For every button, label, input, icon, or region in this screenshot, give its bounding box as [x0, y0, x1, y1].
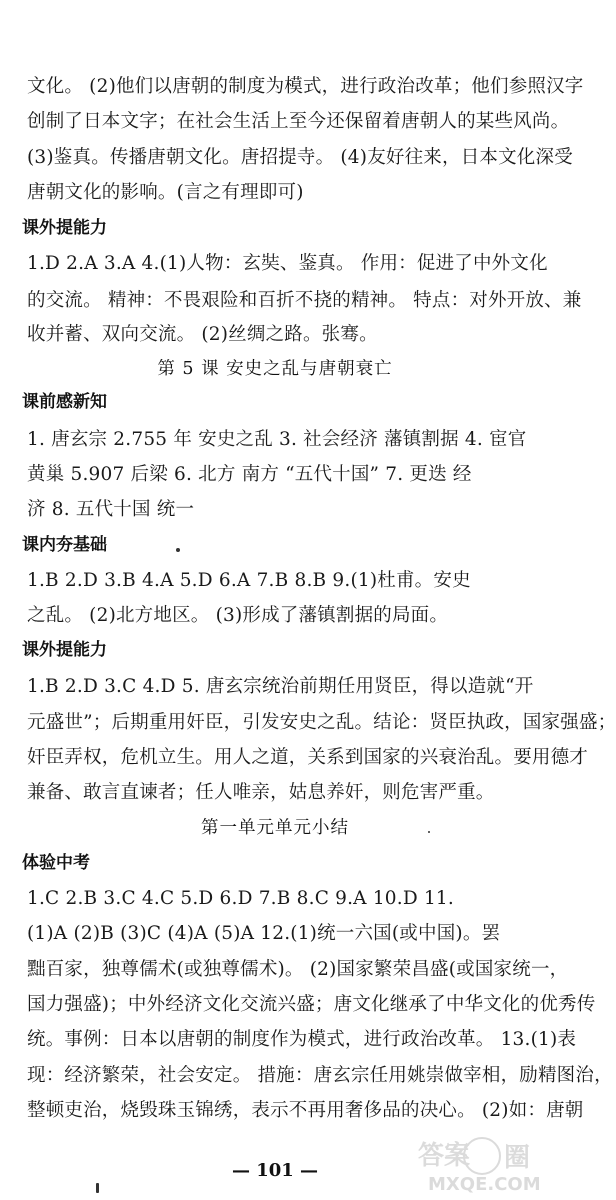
print-speck: [428, 831, 430, 833]
svg-text:答案: 答案: [418, 1141, 471, 1171]
text-line: 1.D 2.A 3.A 4.(1)人物：玄奘、鉴真。 作用：促进了中外文化: [27, 253, 548, 274]
section-heading-extension: 课外提能力: [22, 640, 107, 660]
text-line: 济 8. 五代十国 统一: [27, 499, 195, 520]
lesson-title: 第 5 课 安史之乱与唐朝衰亡: [157, 359, 393, 379]
svg-text:MXQE.COM: MXQE.COM: [428, 1174, 541, 1195]
text-line: 现：经济繁荣，社会安定。 措施：唐玄宗任用姚崇做宰相，励精图治，: [27, 1065, 613, 1086]
text-line: 文化。 (2)他们以唐朝的制度为模式，进行政治改革；他们参照汉字: [27, 76, 584, 97]
text-line: 统。事例：日本以唐朝的制度作为模式，进行政治改革。 13.(1)表: [27, 1029, 577, 1050]
text-line: 奸臣弄权，危机立生。用人之道，关系到国家的兴衰治乱。要用德才: [27, 747, 589, 768]
section-heading-extension: 课外提能力: [22, 218, 107, 238]
watermark-logo: [414, 1134, 544, 1196]
text-line: 整顿吏治，烧毁珠玉锦绣，表示不再用奢侈品的决心。 (2)如：唐朝: [27, 1100, 584, 1121]
text-line: 1. 唐玄宗 2.755 年 安史之乱 3. 社会经济 藩镇割据 4. 宦官: [27, 429, 527, 450]
section-heading-basics: 课内夯基础: [22, 535, 107, 555]
text-line: 黜百家，独尊儒术(或独尊儒术)。 (2)国家繁荣昌盛(或国家统一，: [27, 959, 569, 980]
text-line: 创制了日本文字；在社会生活上至今还保留着唐朝人的某些风尚。: [27, 111, 570, 132]
text-line: 1.B 2.D 3.C 4.D 5. 唐玄宗统治前期任用贤臣，得以造就“开: [27, 676, 534, 697]
text-line: 兼备、敢言直谏者；任人唯亲，姑息养奸，则危害严重。: [27, 782, 495, 803]
text-line: 黄巢 5.907 后梁 6. 北方 南方 “五代十国” 7. 更迭 经: [27, 464, 472, 485]
text-line: (3)鉴真。传播唐朝文化。唐招提寺。 (4)友好往来，日本文化深受: [27, 147, 573, 168]
text-line: 1.B 2.D 3.B 4.A 5.D 6.A 7.B 8.B 9.(1)杜甫。安史: [27, 570, 471, 591]
section-heading-exam: 体验中考: [22, 853, 90, 873]
text-line: (1)A (2)B (3)C (4)A (5)A 12.(1)统一六国(或中国)。罢: [27, 923, 501, 944]
text-line: 1.C 2.B 3.C 4.C 5.D 6.D 7.B 8.C 9.A 10.D 11.: [27, 888, 454, 909]
text-line: 之乱。 (2)北方地区。 (3)形成了藩镇割据的局面。: [27, 605, 449, 626]
text-line: 唐朝文化的影响。(言之有理即可): [27, 182, 304, 203]
text-line: 收并蓄、双向交流。 (2)丝绸之路。张骞。: [27, 324, 378, 345]
text-line: 国力强盛)；中外经济文化交流兴盛；唐文化继承了中华文化的优秀传: [27, 994, 596, 1015]
unit-summary-title: 第一单元单元小结: [201, 818, 349, 838]
print-mark: [96, 1183, 99, 1193]
print-speck: [176, 548, 180, 552]
text-line: 的交流。 精神：不畏艰险和百折不挠的精神。 特点：对外开放、兼: [27, 290, 582, 311]
svg-text:圈: 圈: [504, 1143, 531, 1173]
text-line: 元盛世”；后期重用奸臣，引发安史之乱。结论：贤臣执政，国家强盛；: [27, 712, 616, 733]
page-number: — 101 —: [231, 1160, 319, 1181]
section-heading-preview: 课前感新知: [22, 392, 107, 412]
